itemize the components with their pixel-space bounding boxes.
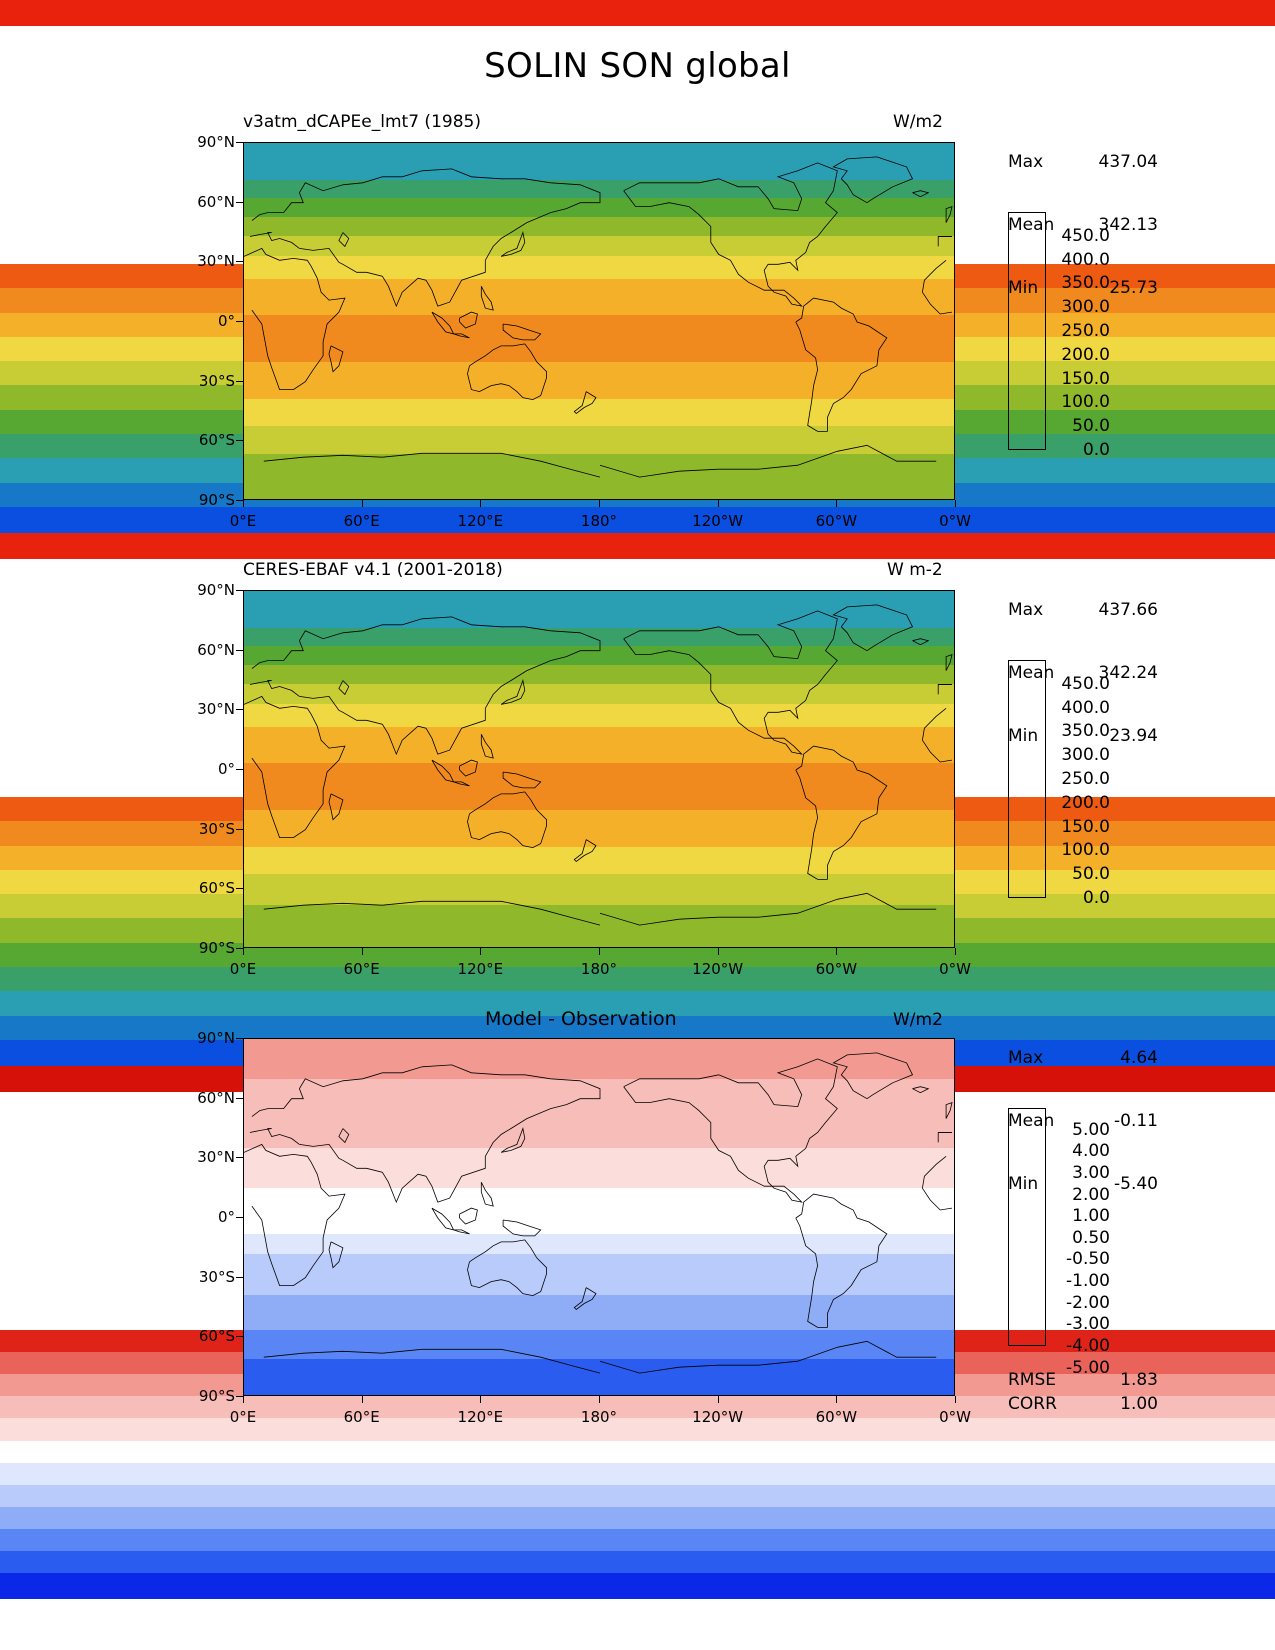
y-axis-tick <box>236 829 243 830</box>
y-axis-tick <box>236 1217 243 1218</box>
y-axis-tick <box>236 381 243 382</box>
stat-key: Min <box>1008 1174 1039 1194</box>
colorbar-difference-segment <box>0 1418 1275 1440</box>
colorbar-difference-tick-label: 5.00 <box>1072 1119 1110 1140</box>
x-axis-tick-label: 0°E <box>229 512 257 530</box>
stat-key: Mean <box>1008 1111 1055 1131</box>
map-model <box>243 142 955 500</box>
stat-key: Min <box>1008 726 1039 746</box>
colorbar-model-tick-label: 300.0 <box>1061 297 1110 318</box>
y-axis-tick <box>236 1038 243 1039</box>
x-axis-tick <box>243 500 244 507</box>
y-axis-tick <box>236 650 243 651</box>
colorbar-difference-tick-label: 4.00 <box>1072 1141 1110 1162</box>
colorbar-observation-tick-label: 0.0 <box>1082 888 1110 908</box>
stat-value: 4.64 <box>1120 1048 1158 1068</box>
x-axis-tick <box>718 948 719 955</box>
y-axis-tick <box>236 261 243 262</box>
x-axis-tick-label: 120°E <box>457 512 504 530</box>
colorbar-model-tick-label: 400.0 <box>1061 249 1110 270</box>
y-axis-tick-label: 60°N <box>197 192 235 211</box>
x-axis-tick <box>243 948 244 955</box>
y-axis-tick <box>236 321 243 322</box>
panel-title-difference: Model - Observation <box>485 1008 677 1030</box>
map-observation <box>243 590 955 948</box>
y-axis-tick-label: 90°S <box>198 491 235 509</box>
panel-units-difference: W/m2 <box>893 1010 943 1030</box>
y-axis-tick-label: 30°S <box>198 371 235 390</box>
colorbar-observation-tick-label: 350.0 <box>1061 721 1110 742</box>
corr-key: CORR <box>1008 1394 1057 1414</box>
x-axis-tick-label: 0°E <box>229 1408 257 1426</box>
x-axis-tick-label: 60°W <box>815 512 858 530</box>
corr-value: 1.00 <box>1120 1394 1158 1414</box>
colorbar-difference-tick-label: 2.00 <box>1072 1184 1110 1205</box>
colorbar-difference-segment <box>0 1507 1275 1529</box>
y-axis-tick <box>236 709 243 710</box>
x-axis-tick <box>480 500 481 507</box>
x-axis-tick-label: 0°W <box>939 960 971 978</box>
y-axis-tick-label: 30°N <box>197 700 235 719</box>
y-axis-tick <box>236 500 243 501</box>
x-axis-tick-label: 0°W <box>939 512 971 530</box>
colorbar-difference-tick-label: -5.00 <box>1066 1357 1110 1378</box>
coastline-overlay <box>244 1039 955 1396</box>
colorbar-difference-tick-label: 3.00 <box>1072 1162 1110 1183</box>
colorbar-observation-tick-label: 400.0 <box>1061 697 1110 718</box>
rmse-key: RMSE <box>1008 1370 1057 1390</box>
y-axis-tick <box>236 948 243 949</box>
colorbar-observation-tick-label: 300.0 <box>1061 745 1110 766</box>
x-axis-tick <box>243 1396 244 1403</box>
stat-value: -0.11 <box>1114 1111 1158 1131</box>
x-axis-tick <box>718 500 719 507</box>
colorbar-model-extend-max <box>0 0 1275 26</box>
x-axis-tick-label: 60°E <box>343 960 380 978</box>
colorbar-observation-tick-label: 250.0 <box>1061 769 1110 789</box>
x-axis-tick <box>718 1396 719 1403</box>
colorbar-model-tick-label: 150.0 <box>1061 368 1110 389</box>
rmse-value: 1.83 <box>1120 1370 1158 1390</box>
x-axis-tick <box>836 1396 837 1403</box>
colorbar-observation-tick-label: 50.0 <box>1072 864 1110 885</box>
y-axis-tick <box>236 1336 243 1337</box>
x-axis-tick-label: 180° <box>580 1408 618 1426</box>
colorbar-difference-tick-label: 1.00 <box>1072 1206 1110 1227</box>
colorbar-observation-tick-label: 150.0 <box>1061 816 1110 837</box>
y-axis-tick <box>236 1098 243 1099</box>
stat-key: Min <box>1008 278 1039 298</box>
x-axis-tick-label: 120°W <box>692 512 744 530</box>
x-axis-tick <box>836 948 837 955</box>
stat-value: -5.40 <box>1114 1174 1158 1194</box>
x-axis-tick <box>955 1396 956 1403</box>
x-axis-tick <box>362 1396 363 1403</box>
x-axis-tick-label: 60°W <box>815 960 858 978</box>
colorbar-model-tick-label: 250.0 <box>1061 321 1110 341</box>
x-axis-tick-label: 120°E <box>457 1408 504 1426</box>
colorbar-model-tick-label: 50.0 <box>1072 416 1110 437</box>
x-axis-tick <box>599 948 600 955</box>
x-axis-tick <box>599 1396 600 1403</box>
page-title: SOLIN SON global <box>484 46 791 86</box>
colorbar-observation-segment <box>0 967 1275 991</box>
y-axis-tick-label: 0° <box>217 1208 235 1226</box>
colorbar-model-tick-label: 450.0 <box>1061 225 1110 246</box>
x-axis-tick <box>836 500 837 507</box>
y-axis-tick-label: 60°N <box>197 1088 235 1107</box>
x-axis-tick <box>599 500 600 507</box>
x-axis-tick-label: 60°E <box>343 512 380 530</box>
colorbar-observation-extend-max <box>0 533 1275 559</box>
colorbar-model-tick-label: 200.0 <box>1061 344 1110 365</box>
map-difference <box>243 1038 955 1396</box>
colorbar-model-tick-label: 100.0 <box>1061 392 1110 413</box>
stat-key: Max <box>1008 600 1044 620</box>
stat-value: 25.73 <box>1109 278 1158 298</box>
y-axis-tick-label: 60°S <box>198 1327 235 1346</box>
y-axis-tick-label: 90°N <box>197 1029 235 1047</box>
y-axis-tick-label: 30°S <box>198 1267 235 1286</box>
colorbar-model-extend-min <box>0 507 1275 533</box>
stat-key: Mean <box>1008 215 1055 235</box>
panel-title-observation: CERES-EBAF v4.1 (2001-2018) <box>243 560 503 580</box>
panel-units-observation: W m-2 <box>887 560 943 580</box>
colorbar-difference-segment <box>0 1485 1275 1507</box>
x-axis-tick-label: 60°W <box>815 1408 858 1426</box>
y-axis-tick-label: 90°S <box>198 1387 235 1405</box>
x-axis-tick-label: 120°W <box>692 960 744 978</box>
y-axis-tick <box>236 1157 243 1158</box>
stat-value: 437.04 <box>1098 152 1158 172</box>
coastline-overlay <box>244 143 955 500</box>
y-axis-tick-label: 60°S <box>198 879 235 898</box>
stat-value: 437.66 <box>1098 600 1158 620</box>
y-axis-tick-label: 30°S <box>198 819 235 838</box>
stat-key: Max <box>1008 152 1044 172</box>
stat-value: 342.13 <box>1098 215 1158 235</box>
y-axis-tick-label: 30°N <box>197 252 235 271</box>
stat-value: 23.94 <box>1109 726 1158 746</box>
x-axis-tick <box>362 948 363 955</box>
y-axis-tick-label: 30°N <box>197 1148 235 1167</box>
colorbar-difference-extend-min <box>0 1573 1275 1599</box>
colorbar-difference-segment <box>0 1551 1275 1573</box>
x-axis-tick-label: 180° <box>580 960 618 978</box>
stat-key: Max <box>1008 1048 1044 1068</box>
colorbar-model-tick-label: 0.0 <box>1082 440 1110 460</box>
y-axis-tick-label: 60°N <box>197 640 235 659</box>
x-axis-tick <box>480 948 481 955</box>
stat-key: Mean <box>1008 663 1055 683</box>
colorbar-difference-tick-label: -4.00 <box>1066 1336 1110 1356</box>
y-axis-tick <box>236 769 243 770</box>
x-axis-tick-label: 120°E <box>457 960 504 978</box>
panel-units-model: W/m2 <box>893 112 943 132</box>
colorbar-difference-tick-label: -1.00 <box>1066 1271 1110 1292</box>
colorbar-observation-tick-label: 100.0 <box>1061 840 1110 861</box>
x-axis-tick-label: 120°W <box>692 1408 744 1426</box>
x-axis-tick-label: 0°E <box>229 960 257 978</box>
colorbar-observation-tick-label: 200.0 <box>1061 792 1110 813</box>
colorbar-difference-segment <box>0 1529 1275 1551</box>
colorbar-difference-tick-label: 0.50 <box>1072 1227 1110 1248</box>
y-axis-tick <box>236 1396 243 1397</box>
y-axis-tick <box>236 590 243 591</box>
colorbar-model-tick-label: 350.0 <box>1061 273 1110 294</box>
colorbar-observation-tick-label: 450.0 <box>1061 673 1110 694</box>
x-axis-tick <box>362 500 363 507</box>
y-axis-tick <box>236 888 243 889</box>
y-axis-tick <box>236 202 243 203</box>
colorbar-difference-segment <box>0 1463 1275 1485</box>
y-axis-tick-label: 90°S <box>198 939 235 957</box>
y-axis-tick <box>236 142 243 143</box>
y-axis-tick-label: 0° <box>217 760 235 778</box>
x-axis-tick <box>955 500 956 507</box>
panel-title-model: v3atm_dCAPEe_lmt7 (1985) <box>243 112 481 132</box>
y-axis-tick <box>236 1277 243 1278</box>
y-axis-tick <box>236 440 243 441</box>
colorbar-difference-tick-label: -0.50 <box>1066 1249 1110 1270</box>
x-axis-tick-label: 60°E <box>343 1408 380 1426</box>
colorbar-difference-segment <box>0 1441 1275 1463</box>
coastline-overlay <box>244 591 955 948</box>
x-axis-tick <box>955 948 956 955</box>
x-axis-tick-label: 180° <box>580 512 618 530</box>
y-axis-tick-label: 0° <box>217 312 235 330</box>
x-axis-tick-label: 0°W <box>939 1408 971 1426</box>
y-axis-tick-label: 90°N <box>197 581 235 599</box>
stat-value: 342.24 <box>1098 663 1158 683</box>
colorbar-difference-tick-label: -3.00 <box>1066 1314 1110 1335</box>
x-axis-tick <box>480 1396 481 1403</box>
y-axis-tick-label: 60°S <box>198 431 235 450</box>
y-axis-tick-label: 90°N <box>197 133 235 151</box>
colorbar-difference-tick-label: -2.00 <box>1066 1292 1110 1313</box>
